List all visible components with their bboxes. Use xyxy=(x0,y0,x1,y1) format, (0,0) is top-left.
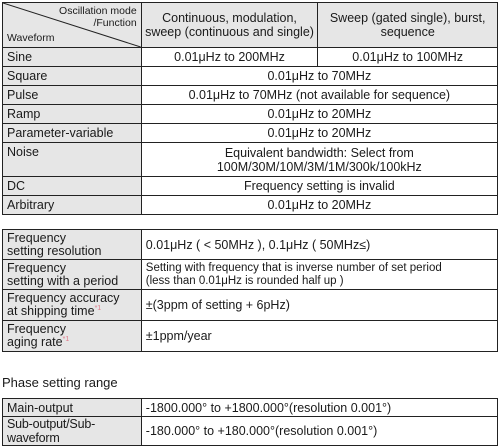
label-line-1: Frequency xyxy=(7,260,67,275)
row-label xyxy=(3,230,142,260)
table-header-row xyxy=(3,3,498,48)
row-value: ±1ppm/year xyxy=(141,321,497,352)
row-value: -1800.000° to +1800.000°(resolution 0.001°) xyxy=(141,399,497,417)
header-mode-line: Oscillation mode xyxy=(59,5,137,17)
label-line-2 xyxy=(7,305,141,318)
row-label: Main-output xyxy=(3,399,142,417)
header-mode-function xyxy=(59,5,137,29)
table-row xyxy=(3,67,498,86)
header-continuous: Continuous, modulation, sweep (continuous and single) xyxy=(141,3,318,48)
row-label: Ramp xyxy=(3,105,142,124)
row-label: Square xyxy=(3,67,142,86)
table-row xyxy=(3,417,498,446)
table-row xyxy=(3,321,498,352)
header-function-line: /Function xyxy=(93,17,137,29)
row-value xyxy=(141,143,497,177)
table-row xyxy=(3,196,498,215)
label-line-2 xyxy=(7,336,141,349)
header-waveform: Waveform xyxy=(7,32,55,44)
row-value: -180.000° to +180.000°(resolution 0.001°) xyxy=(141,417,497,446)
row-label: Pulse xyxy=(3,86,142,105)
value-line-1: Setting with frequency that is inverse number of set period xyxy=(145,261,442,274)
label-line-1: Frequency xyxy=(7,322,67,336)
row-value: 0.01μHz to 70MHz xyxy=(141,67,497,86)
section-title: Phase setting range xyxy=(2,375,118,390)
table-row xyxy=(3,399,498,417)
row-value: 0.01μHz to 100MHz xyxy=(318,48,498,67)
label-line-2: setting with a period xyxy=(7,273,119,288)
row-label: Sine xyxy=(3,48,142,67)
row-label xyxy=(3,290,142,321)
row-value: 0.01μHz to 20MHz xyxy=(141,124,497,143)
row-value: Frequency setting is invalid xyxy=(141,177,497,196)
label-line-1: Frequency xyxy=(7,230,67,245)
table-row xyxy=(3,230,498,260)
table-row xyxy=(3,260,498,290)
table-row xyxy=(3,48,498,67)
table-row xyxy=(3,143,498,177)
row-label: DC xyxy=(3,177,142,196)
row-label xyxy=(3,321,142,352)
table-row xyxy=(3,124,498,143)
row-value: 0.01μHz to 20MHz xyxy=(141,196,497,215)
row-value: 0.01μHz to 70MHz (not available for sequence) xyxy=(141,86,497,105)
row-value: 0.01μHz ( < 50MHz ), 0.1μHz ( 50MHz≤) xyxy=(141,230,497,260)
label-line-2: setting resolution xyxy=(7,243,102,258)
footnote-marker: *1 xyxy=(62,335,70,343)
row-label: Noise xyxy=(3,143,142,177)
frequency-range-table xyxy=(2,2,498,215)
label-text: at shipping time xyxy=(7,304,95,318)
phase-range-table xyxy=(2,398,498,446)
value-line-2: (less than 0.01μHz is rounded half up ) xyxy=(145,274,344,287)
row-value: ±(3ppm of setting + 6pHz) xyxy=(141,290,497,321)
row-value: 0.01μHz to 200MHz xyxy=(141,48,318,67)
label-line-1: Frequency accuracy xyxy=(7,291,120,305)
row-value xyxy=(141,260,497,290)
table-row xyxy=(3,177,498,196)
frequency-spec-table xyxy=(2,229,498,352)
table-row xyxy=(3,290,498,321)
row-label xyxy=(3,260,142,290)
label-text: aging rate xyxy=(7,335,63,349)
row-label: Sub-output/Sub-waveform xyxy=(3,417,142,446)
row-value: 0.01μHz to 20MHz xyxy=(141,105,497,124)
table-row xyxy=(3,86,498,105)
row-label: Parameter-variable xyxy=(3,124,142,143)
header-sweep-gated: Sweep (gated single), burst, sequence xyxy=(318,3,498,48)
noise-line-2: 100M/30M/10M/3M/1M/300k/100kHz xyxy=(216,159,422,174)
row-label: Arbitrary xyxy=(3,196,142,215)
table-row xyxy=(3,105,498,124)
noise-line-1: Equivalent bandwidth: Select from xyxy=(224,145,414,160)
diagonal-header-cell xyxy=(3,3,142,48)
footnote-marker: *1 xyxy=(94,304,102,312)
